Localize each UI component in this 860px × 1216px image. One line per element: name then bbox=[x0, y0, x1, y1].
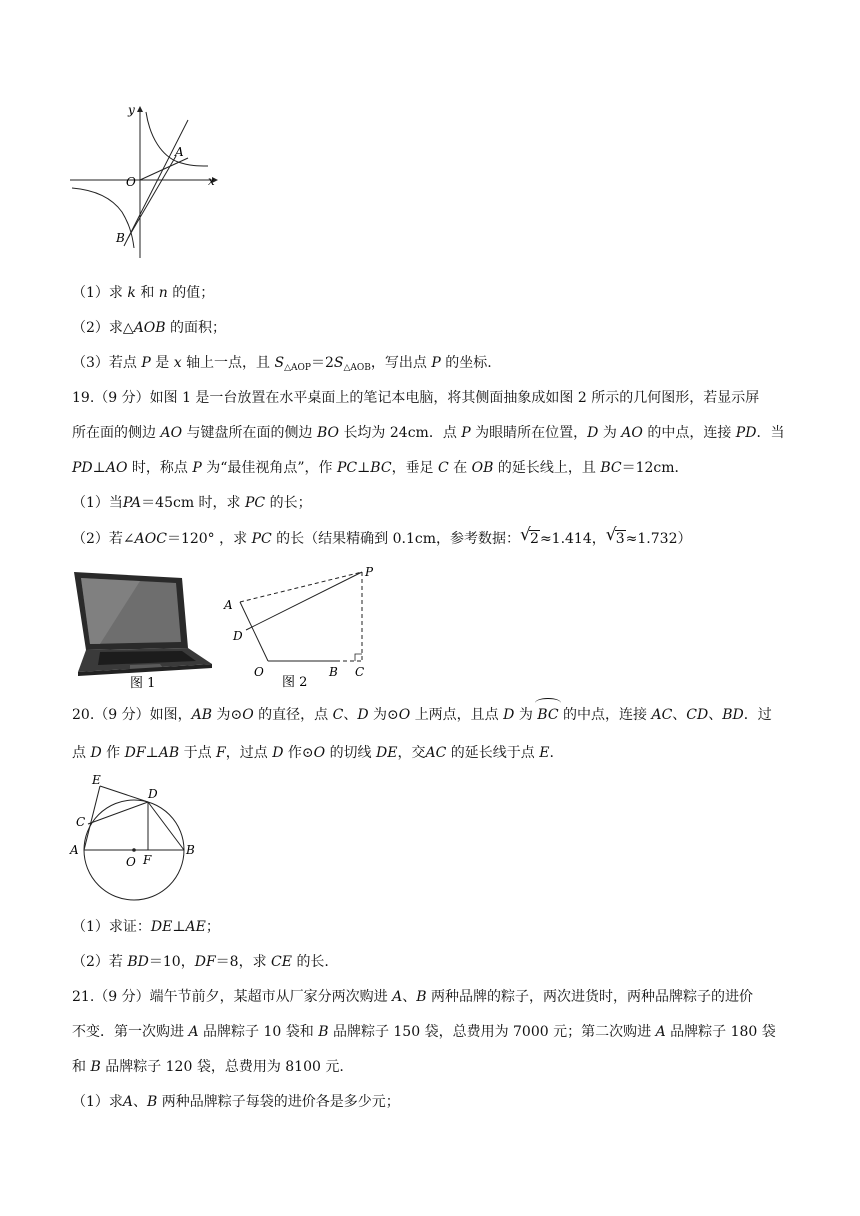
q20-line2: 点 D 作 DF⊥AB 于点 F，过点 D 作⊙O 的切线 DE，交AC 的延长线于点 E. bbox=[72, 745, 554, 761]
q18-part3: （3）若点 P 是 x 轴上一点，且 $S_{\triangle AOP}=2S_{\triangle AOB}$，写出点 P 的坐标. bbox=[72, 355, 492, 373]
label-o: O bbox=[126, 855, 136, 869]
fig2-label-b: B bbox=[329, 665, 338, 679]
label-e: E bbox=[92, 774, 101, 787]
label-origin: O bbox=[126, 175, 136, 189]
label-point-b: B bbox=[116, 231, 125, 245]
fig2-label-d: D bbox=[233, 629, 243, 643]
q21-line2: 不变．第一次购进 A 品牌粽子 10 袋和 B 品牌粽子 150 袋，总费用为 7000 元；第二次购进 A 品牌粽子 180 袋 bbox=[72, 1024, 776, 1040]
label-f: F bbox=[143, 853, 152, 867]
q21-line3: 和 B 品牌粽子 120 袋，总费用为 8100 元. bbox=[72, 1059, 344, 1075]
q19-part1: （1）当PA＝45cm 时，求 PC 的长； bbox=[72, 495, 312, 511]
q21-line1: 21.（9 分）端午节前夕，某超市从厂家分两次购进 A、B 两种品牌的粽子，两次进货时，两种品牌粽子的进价 bbox=[72, 989, 753, 1005]
y-axis-arrow bbox=[137, 106, 143, 112]
q19-figure1-laptop bbox=[70, 568, 215, 690]
line-oa bbox=[128, 156, 176, 238]
fig2-label-o: O bbox=[254, 665, 264, 679]
fig2-label-a: A bbox=[224, 598, 233, 612]
label-d: D bbox=[148, 787, 158, 801]
q20-line1: 20.（9 分）如图，AB 为⊙O 的直径，点 C、D 为⊙O 上两点，且点 D 为 BC 的中点，连接 AC、CD、BD．过 bbox=[72, 707, 772, 723]
segment-cd bbox=[88, 802, 148, 824]
segment-pd bbox=[246, 572, 362, 630]
q19-line3: PD⊥AO 时，称点 P 为“最佳视角点”，作 PC⊥BC，垂足 C 在 OB 的延长线上，且 BC＝12cm． bbox=[72, 460, 689, 476]
label-x-axis: x bbox=[208, 174, 215, 188]
segment-db bbox=[148, 802, 184, 850]
fig1-caption: 图 1 bbox=[130, 676, 156, 690]
dashed-ap bbox=[240, 572, 362, 602]
q20-figure-circle bbox=[66, 774, 206, 904]
tangent-ed bbox=[100, 786, 148, 802]
q20-part1: （1）求证：DE⊥AE； bbox=[72, 919, 220, 935]
q19-figure2-geometry bbox=[212, 566, 382, 690]
q19-line1: 19.（9 分）如图 1 是一台放置在水平桌面上的笔记本电脑，将其侧面抽象成如图 2 所示的几何图形，若显示屏 bbox=[72, 390, 760, 406]
q20-part2: （2）若 BD＝10，DF＝8，求 CE 的长. bbox=[72, 954, 329, 970]
sqrt-2: √ 2 bbox=[520, 525, 539, 547]
fig2-caption: 图 2 bbox=[282, 675, 308, 690]
center-dot bbox=[132, 848, 136, 852]
label-c: C bbox=[76, 815, 86, 829]
arc-bc: BC bbox=[537, 707, 559, 723]
label-a: A bbox=[70, 843, 79, 857]
segment-ao bbox=[240, 602, 268, 661]
q18-figure bbox=[66, 98, 226, 260]
label-y-axis: y bbox=[128, 103, 135, 117]
q19-part2: （2）若∠AOC＝120° ，求 PC 的长（结果精确到 0.1cm，参考数据： √ 2≈1.414， √ 3≈1.732） bbox=[72, 525, 692, 547]
q18-part2: （2）求△AOB 的面积； bbox=[72, 320, 227, 336]
right-angle-mark-c bbox=[355, 654, 362, 661]
q18-part1: （1）求 k 和 n 的值； bbox=[72, 285, 215, 301]
label-b: B bbox=[186, 843, 195, 857]
fig2-label-c: C bbox=[355, 665, 365, 679]
line-ae bbox=[84, 786, 100, 850]
sqrt-3: √ 3 bbox=[605, 525, 625, 547]
q19-line2: 所在面的侧边 AO 与键盘所在面的侧边 BO 长均为 24cm．点 P 为眼睛所在位置，D 为 AO 的中点，连接 PD．当 bbox=[72, 425, 785, 441]
fig2-label-p: P bbox=[365, 566, 374, 579]
label-point-a: A bbox=[175, 145, 184, 159]
q21-part1: （1）求A、B 两种品牌粽子每袋的进价各是多少元； bbox=[72, 1094, 400, 1110]
